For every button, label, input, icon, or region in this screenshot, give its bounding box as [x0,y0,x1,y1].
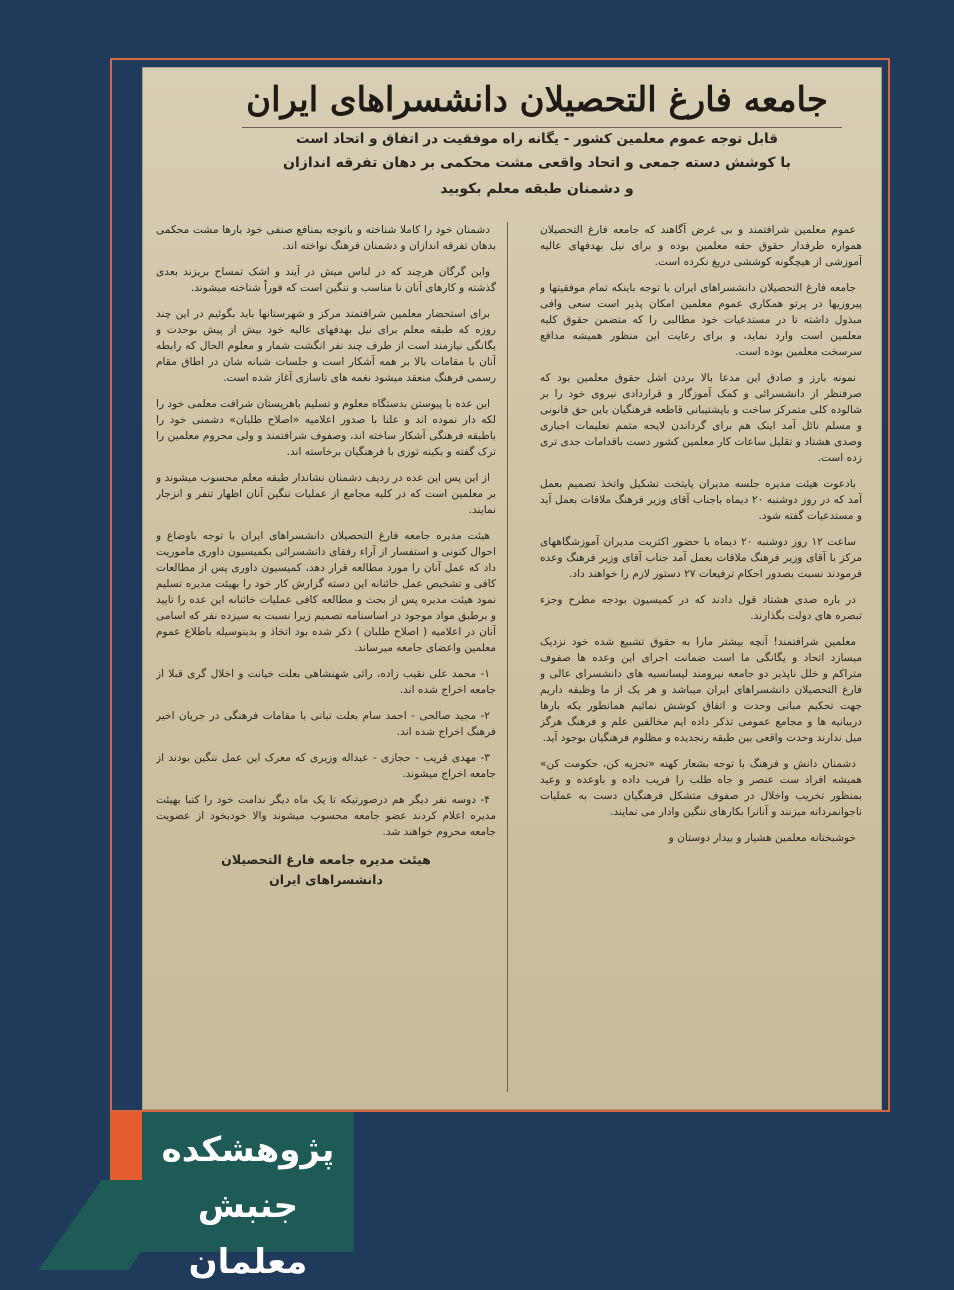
paragraph: در باره صدی هشتاد قول دادند که در کمیسیون بودجه مطرح وجزء تبصره های دولت بگذارند. [540,594,862,622]
paragraph: از این پس این عده در ردیف دشمنان نشاندار طبقه معلم محسوب میشوند و بر معلمین است که در کلیه مجامع از عملیات ننگین آنان اظهار تنفر و انزجار نمایند. [156,472,496,516]
column-divider [507,222,508,1092]
signature-line-1: هیئت مدیره جامعه فارغ التحصیلان [221,852,431,867]
paragraph: این عده با پیوستن بدستگاه معلوم و تسلیم باهرپستان شرافت معلمی خود را لکه دار نموده اند و علنا با صدور اعلامیه «اصلاح طلبان» دشمنی خود را باطبقه فرهنگی آشکار ساخته اند، وصفوف شرافتمند و ولی محروم معلمین را ترک گفته و بکینه توزی با فرهنگیان برخاسته اند. [156,398,496,458]
brand-line-1: پژوهشکده [161,1130,335,1170]
signature-line-2: دانشسراهای ایران [269,872,383,887]
document-subtitle-1: قابل توجه عموم معلمین کشور - یگانه راه موفقیت در اتفاق و اتحاد است [296,131,778,147]
title-rule [242,127,842,128]
paragraph: دشمنان دانش و فرهنگ با توجه بشعار کهنه «تجزیه کن، حکومت کن» همیشه افراد ست عنصر و جاه طلب را فریب داده و باوعده و وعید بمنظور تخریب واخلال در صفوف متشکل فرهنگیان دست به عملیات ناجوانمردانه میزنند و آنانرا بکارهای ننگین وادار می نمایند. [540,758,862,818]
paragraph: دشمنان خود را کاملا شناخته و باتوجه بمنافع صنفی خود بارها مشت محکمی بدهان تفرقه اندازان و دشمنان فرهنگ نواخته اند. [156,224,496,252]
brand-logo-text [142,1118,354,1282]
document-title: جامعه فارغ التحصیلان دانشسراهای ایران [246,80,828,120]
list-item: ۲- مجید صالحی - احمد سام بعلت تبانی با مقامات فرهنگی در جریان اخیر فرهنگ اخراج شده اند. [156,710,496,738]
newspaper-scan [142,67,882,1110]
document-subtitle-3: و دشمنان طبقه معلم بکوبید [440,181,634,197]
list-item: ۱- محمد علی نقیب زاده، رائی شهنشاهی بعلت خیانت و اخلال گری قبلا از جامعه اخراج شده اند. [156,668,496,696]
paragraph: ساعت ۱۲ روز دوشنبه ۲۰ دیماه با حضور اکثریت مدیران آموزشگاههای مرکز با آقای وزیر فرهنگ ملاقات بعمل آمد جناب آقای وزیر فرهنگ وعده فرمودند نسبت بصدور احکام ترفیعات ۲۷ دستور لازم را خواهند داد. [540,536,862,580]
list-item: ۴- دوسه نفر دیگر هم درصورتیکه تا یک ماه دیگر ندامت خود را کتبا بهیئت مدیره اعلام کردند عضو جامعه محسوب میشوند والا خودبخود از عضویت جامعه محروم خواهند شد. [156,794,496,838]
paragraph: عموم معلمین شرافتمند و بی غرض آگاهند که جامعه فارغ التحصیلان همواره طرفدار حقوق حقه معلمین بوده و برای نیل بهدفهای عالیه آموزشی از هیچگونه کوششی دریغ نکرده است. [540,224,862,268]
paragraph: خوشبختانه معلمین هشیار و بیدار دوستان و [668,832,856,844]
right-column [540,222,862,1102]
list-item: ۳- مهدی قریب - حجازی - عبداله وزیری که معرک این عمل ننگین بودند از جامعه اخراج میشوند. [156,752,496,780]
left-column [156,222,496,1102]
brand-line-2: جنبش معلمان [188,1186,308,1282]
paragraph: هیئت مدیره جامعه فارغ التحصیلان دانشسراهای ایران با توجه باوضاع و احوال کنونی و استفسار از آراء رفقای دانشسرائی بکمیسیون داوری ماموریت داد که عمل آنان را مورد مطالعه قرار دهد، کمیسیون داوری پس از مطالعات کافی و تشخیص عمل خائنانه این دسته گزارش کار خود را بهیئت مدیره تسلیم نمود هیئت مدیره پس از بحث و مطالعه کافی عملیات خائنانه این عده را تایید و برطبق مواد موجود در اساسنامه تصمیم زیرا نسبت به سیزده نفر که اسامی آنان در اعلامیه ( اصلاح طلبان ) ذکر شده بود اتخاذ و بدینوسیله باطلاع عموم معلمین واعضای جامعه میرساند. [156,530,496,654]
paragraph: برای استحضار معلمین شرافتمند مرکز و شهرستانها باید بگوئیم در این چند روزه که طبقه معلم برای نیل بهدفهای عالیه خود بیش از پیش بوحدت و یگانگی نیازمند است از طرف چند نفر انگشت شمار و معلوم الحال که رابطه آنان با مقامات بالا بر همه آشکار است و جلسات شبانه شان در اطاق مقام رسمی فرهنگ منعقد میشود نغمه های ناسازی آغاز شده است. [156,308,496,384]
paragraph: بادعوت هیئت مدیره جلسه مدیران پایتخت تشکیل واتخذ تصمیم بعمل آمد که در روز دوشنبه ۲۰ دیماه باجناب آقای وزیر فرهنگ ملاقات بعمل آید و مستدعیات گفته شود. [540,478,862,522]
paragraph: نمونه بارز و صادق این مدعا بالا بردن اشل حقوق معلمین بود که صرفنظر از دانشسرائی و کمک آموزگار و قراردادی نیروی خود را بر شالوده کلی متمرکز ساخت و باپشتیبانی قاطعه فرهنگیان باین حق قانونی و مسلم نائل آمد اینک هم برای گرداندن لایحه متمم تعلیمات اجباری وصدی هشتاد و تقلیل ساعات کار معلمین کشور دست باقدامات جدی تری زده است. [540,372,862,464]
document-subtitle-2: با کوشش دسته جمعی و اتحاد واقعی مشت محکمی بر دهان تفرقه اندازان [283,155,791,171]
paragraph: واین گرگان هرچند که در لباس میش در آیند و اشک تمساح بریزند بعدی گذشته و کارهای آنان نا مناسب و ننگین است که فوراً شناخته میشوند. [156,266,496,294]
paragraph: معلمین شرافتمند! آنچه بیشتر مارا به حقوق تشبیع شده خود نزدیک میسازد اتحاد و یگانگی ما است ضمانت اجرای این وعده ها صفوف متراکم و خلل ناپذیر دو جامعه نیرومند لیسانسیه های دانشسرای عالی و فارغ التحصیلان دانشسراهای ایران میباشد و هر یک از ما وظیفه داریم جهت تحکیم مبانی وحدت و اتفاق کوشش نمائیم همانطور یکه بارها دربیانیه ها و مجامع عمومی تذکر داده ایم مخالفین علم و فرهنگ هرگز میل ندارند وحدت واقعی بین طبقه رنجدیده و مظلوم فرهنگیان بوجود آید. [540,636,862,744]
paragraph: جامعه فارغ التحصیلان دانشسراهای ایران با توجه باینکه تمام موفقیتها و پیروزیها در پرتو همکاری عموم معلمین امکان پذیر است سعی وافی مبذول داشته تا در مستدعیات خود مطالبی را که متضمن حقوق کلیه معلمین است وارد نماید، و برای رعایت این منظور همیشه مدافع سرسخت معلمین بوده است. [540,282,862,358]
signature-block [156,850,496,890]
